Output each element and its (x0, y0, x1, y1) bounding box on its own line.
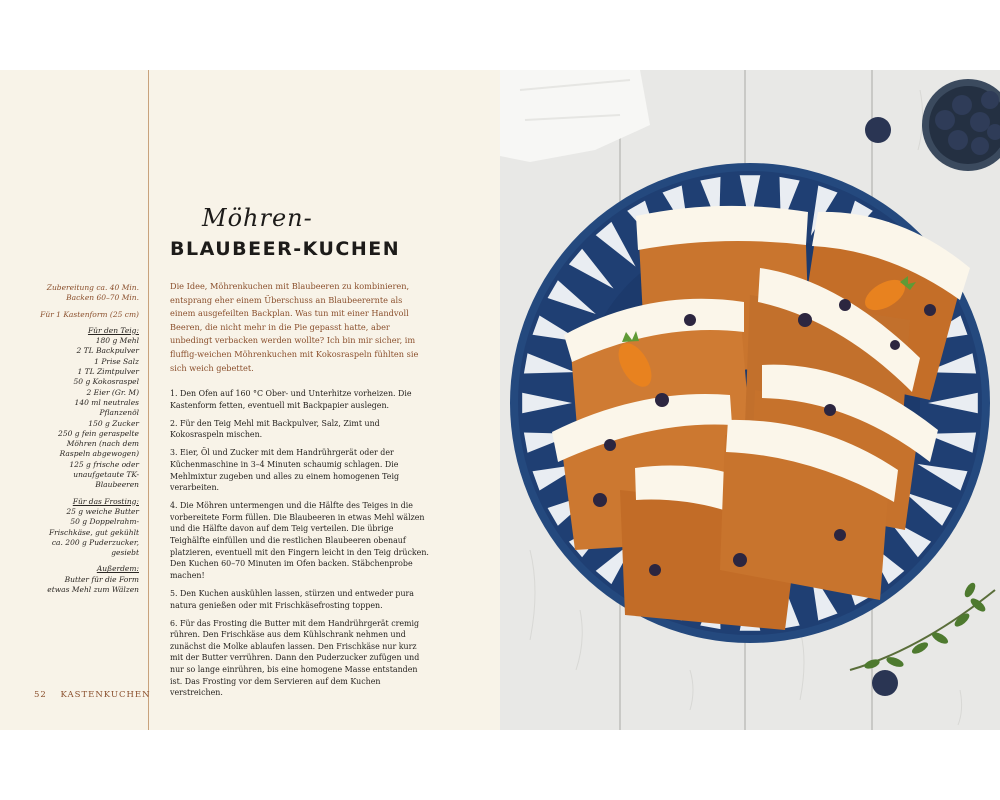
page-number: 52 (34, 690, 47, 700)
frosting-ingredients: 25 g weiche Butter 50 g Doppelrahm- Frischkäse, gut gekühlt ca. 200 g Puderzucker, gesiebt (48, 506, 139, 558)
extra-ingredients: Butter für die Form etwas Mehl zum Wälzen (47, 574, 139, 595)
extra-heading: Außerdem: (96, 564, 139, 574)
step-4: 4. Die Möhren untermengen und die Hälfte des Teiges in die vorbereitete Form füllen. Die Blaubeeren in etwas Mehl wälzen und die Hälfte davon auf dem Teig verteilen. Die übrige Teighälfte einfüllen und die restlichen Blaubeeren obenauf platzieren, eventuell mit den Fingern leicht in den Teig drücken. Den Kuchen 60–70 Minuten im Ofen backen. Stäbchenprobe machen! (170, 501, 429, 580)
recipe-page (0, 70, 500, 730)
step-6: 6. Für das Frosting die Butter mit dem Handrührgerät cremig rühren. Den Frischkäse aus dem Kühlschrank nehmen und zunächst die Molke ablaufen lassen. Den Frischkäse nur kurz mit der Butter verrühren. Dann den Puderzucker zufügen und nur so lange einrühren, bis eine homogene Masse entstanden ist. Das Frosting vor dem Servieren auf dem Kuchen verstreichen. (170, 618, 420, 698)
baking-form: Für 1 Kastenform (25 cm) (40, 309, 139, 319)
dough-heading: Für den Teig: (87, 325, 139, 335)
frosting-heading: Für das Frosting: (72, 496, 139, 506)
cake-photo (500, 70, 1000, 730)
recipe-title-script: Möhren- (202, 204, 313, 232)
step-3: 3. Eier, Öl und Zucker mit dem Handrührgerät oder der Küchenmaschine in 3–4 Minuten schaumig schlagen. Die Mehlmixtur zugeben und alles zu einem homogenen Teig verarbeiten. (170, 448, 400, 493)
prep-time: Zubereitung ca. 40 Min. (46, 283, 139, 292)
page-footer (34, 690, 161, 700)
recipe-intro: Die Idee, Möhrenkuchen mit Blaubeeren zu kombinieren, entsprang eher einem Überschuss an Blaubeerernte als einem ausgefeilten Backplan. Was tun mit einer Handvoll Beeren, die nicht mehr in die Pie gepasst hatte, aber unbedingt verbacken werden wollte? Ich bin mir sicher, im fluffig-weichen Möhrenkuchen mit Kokosraspeln fühlten sie sich weich gebettet. (170, 281, 419, 373)
step-5: 5. Den Kuchen auskühlen lassen, stürzen und entweder pura natura genießen oder mit Frischkäsefrosting toppen. (170, 588, 415, 610)
margin-rule (148, 70, 149, 730)
bake-time: Backen 60–70 Min. (66, 293, 139, 303)
book-spread (0, 70, 1000, 730)
dough-ingredients: 180 g Mehl 2 TL Backpulver 1 Prise Salz 1 TL Zimtpulver 50 g Kokosraspel 2 Eier (Gr. M) 140 ml neutrales Pflanzenöl 150 g Zucker 250 g fein geraspelte Möhren (nach dem Raspeln abgewogen) 125 g frische oder unaufgetaute TK- Blaubeeren (58, 336, 139, 490)
step-2: 2. Für den Teig Mehl mit Backpulver, Salz, Zimt und Kokosraspeln mischen. (170, 418, 380, 440)
recipe-title: BLAUBEER-KUCHEN (170, 238, 401, 260)
recipe-steps (170, 388, 432, 705)
chapter-name: KASTENKUCHEN (60, 690, 151, 700)
step-1: 1. Den Ofen auf 160 °C Ober- und Unterhitze vorheizen. Die Kastenform fetten, eventuell mit Backpapier auslegen. (170, 389, 412, 410)
ingredient-column (6, 283, 139, 595)
